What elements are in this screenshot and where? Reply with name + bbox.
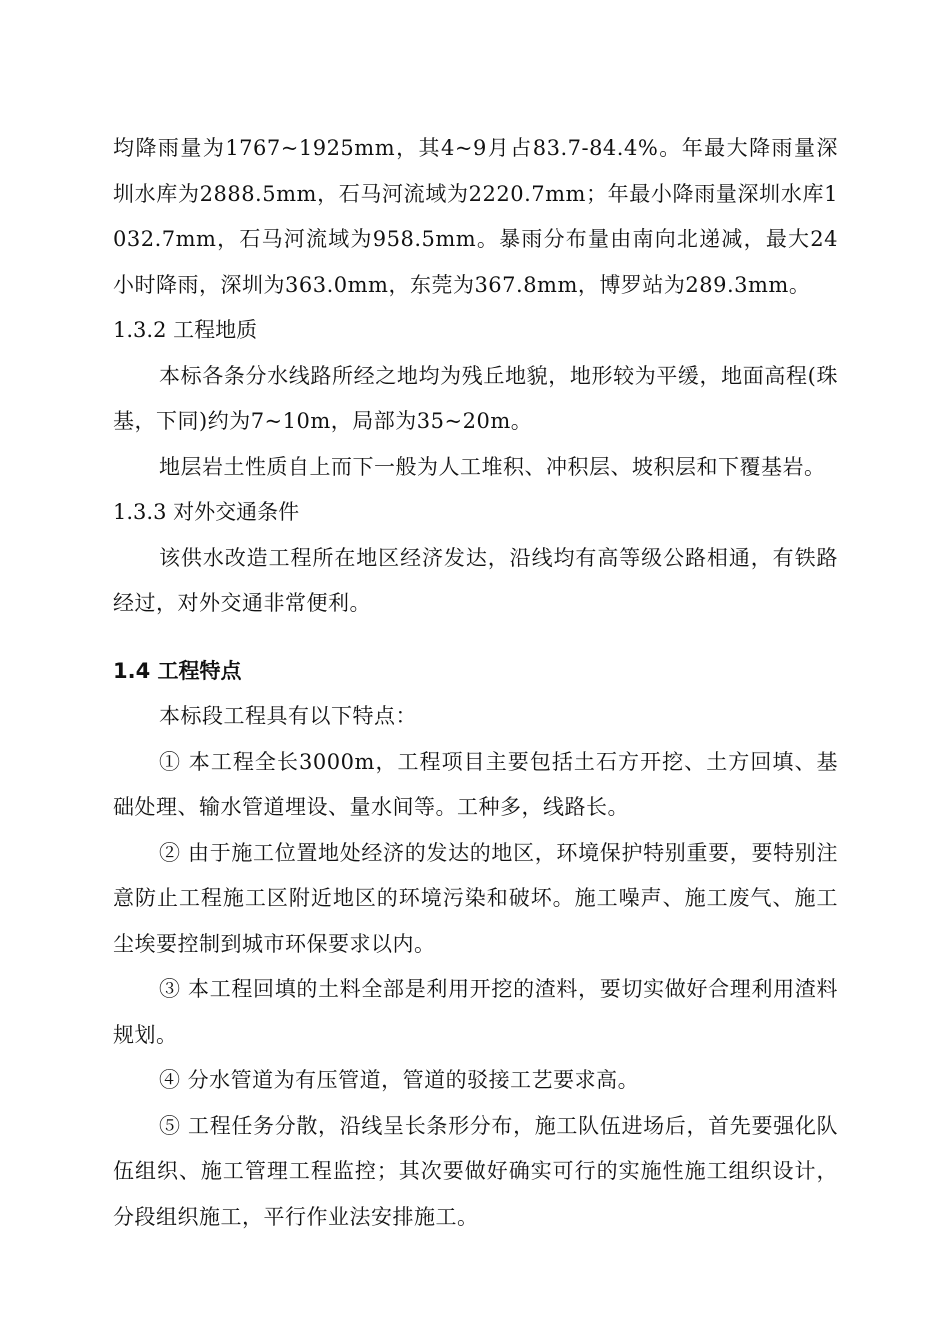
geology-paragraph-1: 本标各条分水线路所经之地均为残丘地貌，地形较为平缓，地面高程(珠基，下同)约为7~10m，局部为35~20m。 [113,363,838,433]
feature-item-2: ② 由于施工位置地处经济的发达的地区，环境保护特别重要，要特别注意防止工程施工区附近地区的环境污染和破坏。施工噪声、施工废气、施工尘埃要控制到城市环保要求以内。 [113,840,838,956]
feature-item-4: ④ 分水管道为有压管道，管道的驳接工艺要求高。 [159,1068,640,1092]
heading-1-4: 1.4 工程特点 [113,658,242,683]
features-intro: 本标段工程具有以下特点： [159,704,417,728]
document-body [113,126,838,1240]
heading-1-3-3: 1.3.3 对外交通条件 [113,500,300,524]
traffic-paragraph: 该供水改造工程所在地区经济发达，沿线均有高等级公路相通，有铁路经过，对外交通非常便利。 [113,545,838,615]
rainfall-paragraph: 均降雨量为1767~1925mm，其4~9月占83.7-84.4%。年最大降雨量深圳水库为2888.5mm，石马河流域为2220.7mm；年最小降雨量深圳水库1032.7mm，石马河流域为958.5mm。暴雨分布量由南向北递减，最大24小时降雨，深圳为363.0mm，东莞为367.8mm，博罗站为289.3mm。 [113,136,838,297]
feature-item-1: ① 本工程全长3000m，工程项目主要包括土石方开挖、土方回填、基础处理、输水管道埋设、量水间等。工种多，线路长。 [113,749,838,819]
geology-paragraph-2: 地层岩土性质自上而下一般为人工堆积、冲积层、坡积层和下覆基岩。 [159,454,826,479]
heading-1-3-2: 1.3.2 工程地质 [113,318,258,342]
feature-item-3: ③ 本工程回填的土料全部是利用开挖的渣料，要切实做好合理利用渣料规划。 [113,977,838,1047]
feature-item-5: ⑤ 工程任务分散，沿线呈长条形分布，施工队伍进场后，首先要强化队伍组织、施工管理工程监控；其次要做好确实可行的实施性施工组织设计，分段组织施工，平行作业法安排施工。 [113,1113,838,1229]
